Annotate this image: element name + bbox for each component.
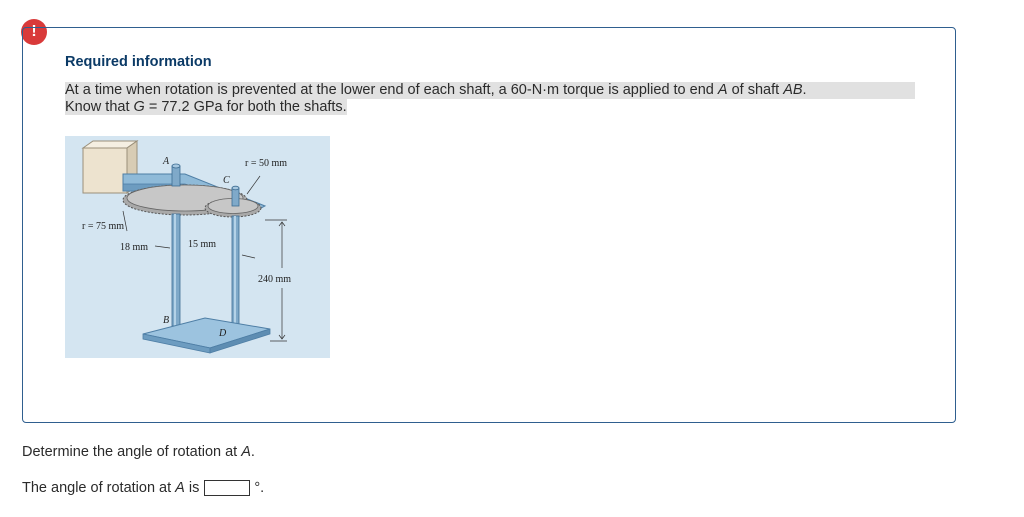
answer-row [22, 480, 264, 496]
label-r50: r = 50 mm [245, 158, 288, 169]
required-information-panel [22, 27, 956, 423]
shaft-top-A [172, 164, 180, 186]
info-text [65, 82, 915, 116]
label-15mm: 15 mm [188, 239, 217, 250]
shaft-CD [232, 216, 239, 328]
question-text: Determine the angle of rotation at A. [22, 444, 255, 460]
angle-answer-input[interactable] [204, 480, 250, 496]
alert-icon: ! [21, 19, 47, 45]
shaft-gear-figure [65, 136, 330, 358]
info-line-1: At a time when rotation is prevented at the lower end of each shaft, a 60-N·m torque is applied to end A of shaft AB. [65, 82, 915, 99]
shaft-top-C [232, 186, 239, 206]
label-240mm: 240 mm [258, 274, 292, 285]
answer-unit: °. [254, 480, 265, 496]
info-line-2: Know that G = 77.2 GPa for both the shafts. [65, 99, 347, 115]
shaft-gear-diagram [65, 136, 330, 358]
answer-prompt: The angle of rotation at A is [22, 480, 200, 496]
label-r75: r = 75 mm [82, 221, 125, 232]
shaft-AB [172, 214, 180, 326]
label-A: A [163, 156, 170, 167]
info-title: Required information [65, 54, 212, 70]
label-B: B [163, 315, 170, 326]
label-C: C [223, 175, 230, 186]
label-D: D [219, 328, 227, 339]
label-18mm: 18 mm [120, 242, 149, 253]
